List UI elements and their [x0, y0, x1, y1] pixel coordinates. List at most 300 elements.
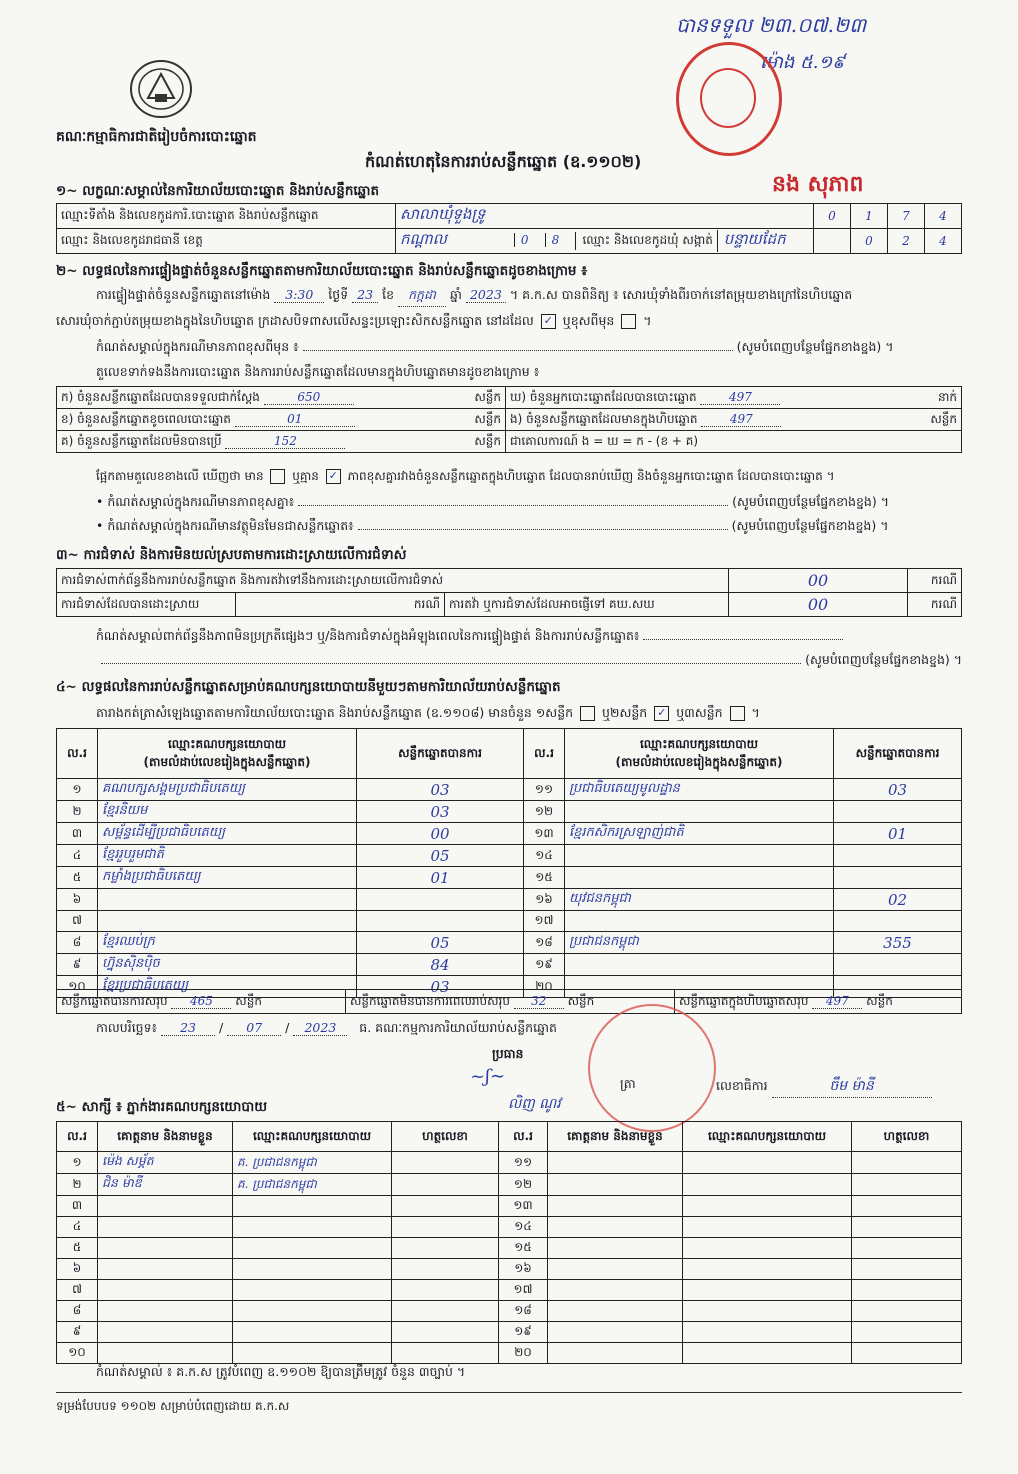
witness-party: [233, 1280, 392, 1301]
s1-province: កណ្ដាល: [400, 230, 447, 248]
s3-row2-label: ការជំទាស់ដែលបានដោះស្រាយ: [57, 593, 236, 617]
party-no: ១៥: [524, 867, 565, 889]
s4-red-seal: [588, 1004, 716, 1132]
party-votes: 84: [357, 954, 524, 976]
two-sheets-checkbox[interactable]: ✓: [654, 706, 669, 721]
witness-name: [548, 1343, 683, 1364]
s2-p1-b: ថ្ងៃទី: [328, 287, 349, 302]
party-name: យុវជនកម្ពុជា: [565, 889, 834, 911]
party-votes: 355: [834, 932, 962, 954]
footer-text: ទម្រង់បែបបទ ១១០២ សម្រាប់បំពេញដោយ គ.ក.ស: [56, 1399, 290, 1413]
witness-no: ១៣: [499, 1196, 548, 1217]
s3-note-label: កំណត់សម្គាល់ពាក់ព័ន្ធនឹងភាពមិនប្រក្រតីផ្សេងៗ ឬ/និងការជំទាស់ក្នុងអំឡុងពេលនៃការផ្ទៀងផ្ទាត់ និងការរាប់សន្លឹកឆ្នោត៖: [96, 628, 640, 643]
table-row: [57, 1259, 962, 1280]
s4-secretary-name: ចឹម ម៉ានី: [772, 1076, 932, 1098]
kha-unit: សន្លឹក: [474, 411, 501, 426]
s4-col-party-left-sub: (តាមលំដាប់លេខរៀងក្នុងសន្លឹកឆ្នោត): [143, 754, 311, 769]
s5-col-party-left: ឈ្មោះគណបក្សនយោបាយ: [233, 1122, 392, 1152]
s4-chair-label: ប្រធាន: [492, 1046, 524, 1061]
red-stamp-inner: [700, 68, 756, 128]
s3-row2-unit2: ករណី: [908, 593, 962, 617]
witness-no: ៤: [57, 1217, 98, 1238]
s2-p1-or: ឬខុសពីមុន: [562, 313, 615, 328]
s4-date-year: 2023: [293, 1020, 347, 1036]
ka-label: ក) ចំនួនសន្លឹកឆ្នោតដែលបានទទួលជាក់ស្តែង: [61, 389, 260, 404]
party-no: ១៦: [524, 889, 565, 911]
table-row: [57, 1238, 962, 1259]
table-row: [57, 823, 962, 845]
party-no: ១៩: [524, 954, 565, 976]
witness-signature: [852, 1259, 962, 1280]
s1-commune-label: ឈ្មោះ និងលេខកូដឃុំ សង្កាត់: [575, 232, 712, 250]
s1-commune-code-3: 4: [925, 229, 962, 254]
bullet2: • កំណត់សម្គាល់ក្នុងករណីមានវត្ថុមិនមែនជាសន្លឹកឆ្នោត៖: [96, 518, 354, 533]
witness-name: [98, 1343, 233, 1364]
party-name: [565, 867, 834, 889]
s4-date-label: កាលបរិច្ឆេទ៖: [96, 1020, 158, 1035]
party-name: ខ្មែរនិយម: [98, 801, 357, 823]
witness-signature: [852, 1343, 962, 1364]
s1-row2-code-empty: [814, 229, 851, 254]
ngo-label: ង) ចំនួនសន្លឹកឆ្នោតដែលមានក្នុងហិបឆ្នោត: [510, 411, 698, 426]
ka-value: 650: [264, 390, 354, 405]
s3-row2-label2: ការតវ៉ា ឬការជំទាស់ដែលអាចផ្ញើទៅ គឃ.សឃ: [445, 593, 729, 617]
s4-total-invalid: 32: [514, 994, 564, 1009]
witness-no: ២០: [499, 1343, 548, 1364]
s3-table: [56, 568, 962, 617]
s1-province-code-2: 8: [545, 233, 572, 247]
witness-signature: [392, 1217, 499, 1238]
party-name: [565, 801, 834, 823]
witness-signature: [852, 1217, 962, 1238]
one-sheet-checkbox[interactable]: [580, 706, 595, 721]
table-row: [57, 1196, 962, 1217]
s4-date-line: កាលបរិច្ឆេទ៖ 23 / 07 / 2023 ធ. គណៈកម្មការការិយាល័យរាប់សន្លឹកឆ្នោត: [96, 1020, 557, 1035]
s1-row1-code-1: 0: [814, 204, 851, 229]
party-name: សម្ព័ន្ធដើម្បីប្រជាធិបតេយ្យ: [98, 823, 357, 845]
s2-row-ngo: [506, 409, 962, 431]
s2-note-line: [96, 339, 962, 358]
s5-col-no-right: ល.រ: [499, 1122, 548, 1152]
s2-fill-hint: (សូមបំពេញបន្ថែមផ្នែកខាងខ្នង) ។: [736, 339, 894, 354]
bullet1: • កំណត់សម្គាល់ក្នុងករណីមានភាពខុសគ្នា៖: [96, 494, 295, 509]
party-no: ១៤: [524, 845, 565, 867]
s4-total-invalid-label: សន្លឹកឆ្នោតមិនបានការពេលរាប់សរុប: [350, 993, 510, 1008]
witness-no: ១៩: [499, 1322, 548, 1343]
s4-seal-label: ត្រា: [620, 1076, 636, 1091]
witness-no: ១៥: [499, 1238, 548, 1259]
bullet2-hint: (សូមបំពេញបន្ថែមផ្នែកខាងខ្នង) ។: [731, 518, 889, 533]
table-row: [57, 911, 962, 932]
witness-no: ២: [57, 1174, 98, 1196]
s4-chair-signature: ~ʃ∼: [470, 1066, 506, 1087]
s2-p1-c: ខែ: [382, 287, 395, 302]
witness-name: ម៉េង សម្ភ័ត: [98, 1152, 233, 1174]
section1-heading: ១~ លក្ខណៈសម្គាល់នៃការិយាល័យបោះឆ្នោត និងរាប់សន្លឹកឆ្នោត: [56, 183, 380, 199]
section3-heading: ៣~ ការជំទាស់ និងការមិនយល់ស្របតាមការដោះស្រាយលើការជំទាស់: [56, 547, 407, 563]
witness-signature: [852, 1196, 962, 1217]
witness-no: ៩: [57, 1322, 98, 1343]
witness-party: [233, 1301, 392, 1322]
party-no: ៤: [57, 845, 98, 867]
party-no: ២: [57, 801, 98, 823]
ngo-unit: សន្លឹក: [930, 411, 957, 426]
witness-name: [98, 1238, 233, 1259]
party-name: ហ្វ៊ុនស៊ិនប៉ិច: [98, 954, 357, 976]
witness-name: [548, 1196, 683, 1217]
s4-date-month: 07: [227, 1020, 281, 1036]
has-difference-checkbox[interactable]: [270, 469, 285, 484]
s2-formula: ជាគោលការណ៍ ង = ឃ = ក - (ខ + គ): [506, 431, 962, 453]
s2-bullet2-line: [96, 518, 962, 537]
received-note: បានទទួល ២៣.០៧.២៣: [676, 13, 867, 37]
table-row: [57, 1152, 962, 1174]
s2-p1-a: ការផ្ទៀងផ្ទាត់ចំនួនសន្លឹកឆ្នោតនៅម៉ោង: [96, 287, 271, 302]
witness-signature: [392, 1174, 499, 1196]
s4-secretary-label: លេខាធិការ: [716, 1078, 768, 1093]
s4-total-box-unit: សន្លឹក: [866, 993, 893, 1008]
witness-signature: [852, 1280, 962, 1301]
s1-province-code-1: 0: [514, 233, 541, 247]
s5-footnote: កំណត់សម្គាល់ ៖ គ.ក.ស ត្រូវបំពេញ ឧ.១១០២ ឱ្យបានត្រឹមត្រូវ ចំនួន ៣ច្បាប់ ។: [96, 1364, 466, 1379]
s4-total-box-cell: [675, 990, 962, 1014]
compare-or: ឬគ្មាន: [292, 469, 319, 483]
party-name: ខ្មែរកសិករស្រឡាញ់ជាតិ: [565, 823, 834, 845]
party-name: ប្រជាជនកម្ពុជា: [565, 932, 834, 954]
party-votes: [357, 911, 524, 932]
s4-intro: តារាងកត់ត្រាសំឡេងឆ្នោតតាមការិយាល័យបោះឆ្នោត និងរាប់សន្លឹកឆ្នោត (ឧ.១១០៨) មានចំនួន ១សន្លឹក: [96, 705, 574, 720]
s5-col-sign-left: ហត្ថលេខា: [392, 1122, 499, 1152]
witness-signature: [392, 1301, 499, 1322]
s2-p1-d: ឆ្នាំ: [449, 287, 462, 302]
s4-col-party-left: [98, 729, 357, 779]
s1-commune-code-2: 2: [888, 229, 925, 254]
witness-signature: [852, 1238, 962, 1259]
s4-col-votes-right: សន្លឹកឆ្នោតបានការ: [834, 729, 962, 779]
witness-party: [683, 1174, 852, 1196]
party-no: ២០: [524, 976, 565, 998]
s2-p1-month: កក្កដា: [398, 287, 446, 307]
witness-no: ១២: [499, 1174, 548, 1196]
table-row: [57, 867, 962, 889]
witness-party: [683, 1301, 852, 1322]
s3-note: [96, 628, 962, 647]
table-row: [57, 889, 962, 911]
party-no: ១៨: [524, 932, 565, 954]
witness-party: គ. ប្រជាជនកម្ពុជា: [233, 1152, 392, 1174]
form-title: កំណត់ហេតុនៃការរាប់សន្លឹកឆ្នោត (ឧ.១១០២): [365, 152, 642, 171]
s2-bullet1-line: [96, 494, 962, 513]
witness-party: [233, 1238, 392, 1259]
s2-paragraph-line2: សោរឃុំចាក់ភ្ជាប់តម្រុយខាងក្នុងនៃហិបឆ្នោត ក្រដាសបិទពាសលើសន្ទះប្រឡោះសិកសន្លឹកឆ្នោត នៅដដែល ✓ ឬខុសពីមុន ។: [56, 313, 652, 328]
three-sheets-checkbox[interactable]: [730, 706, 745, 721]
s1-row2-label: ឈ្មោះ និងលេខកូដរាជធានី ខេត្ត: [57, 229, 396, 254]
party-no: ១១: [524, 779, 565, 801]
s1-commune: បន្ទាយដែក: [717, 230, 786, 252]
s2-row-kho: [506, 387, 962, 409]
witness-party: [233, 1259, 392, 1280]
ko-unit: សន្លឹក: [474, 433, 501, 448]
party-name: [565, 911, 834, 932]
witness-signature: [852, 1322, 962, 1343]
s1-commune-code-1: 0: [851, 229, 888, 254]
party-name: [98, 889, 357, 911]
witness-name: [548, 1174, 683, 1196]
witness-party: គ. ប្រជាជនកម្ពុជា: [233, 1174, 392, 1196]
committee-label: គណៈកម្មាធិការជាតិរៀបចំការបោះឆ្នោត: [56, 129, 257, 145]
witness-name: [548, 1217, 683, 1238]
witness-party: [683, 1280, 852, 1301]
same-checkbox[interactable]: ✓: [541, 314, 556, 329]
witness-signature: [852, 1301, 962, 1322]
witness-no: ១៤: [499, 1217, 548, 1238]
no-difference-checkbox[interactable]: ✓: [326, 469, 341, 484]
party-name: ប្រជាធិបតេយ្យមូលដ្ឋាន: [565, 779, 834, 801]
s5-witness-table: [56, 1121, 962, 1364]
witness-no: ៧: [57, 1280, 98, 1301]
party-votes: 05: [357, 845, 524, 867]
s4-col-party-right-sub: (តាមលំដាប់លេខរៀងក្នុងសន្លឹកឆ្នោត): [615, 754, 783, 769]
party-votes: 00: [357, 823, 524, 845]
section5-heading: ៥~ សាក្សី ៖ ភ្នាក់ងារគណបក្សនយោបាយ: [56, 1099, 268, 1115]
witness-party: [233, 1217, 392, 1238]
witness-no: ១: [57, 1152, 98, 1174]
witness-name: [548, 1152, 683, 1174]
witness-no: ៣: [57, 1196, 98, 1217]
table-row: [57, 779, 962, 801]
witness-signature: [852, 1152, 962, 1174]
s4-chair-name: លិញ ណូវ: [508, 1096, 561, 1112]
witness-name: [98, 1322, 233, 1343]
different-checkbox[interactable]: [621, 314, 636, 329]
witness-signature: [392, 1343, 499, 1364]
witness-party: [233, 1196, 392, 1217]
witness-name: [98, 1301, 233, 1322]
s2-p1-time: 3:30: [274, 287, 324, 303]
party-name: គណបក្សសង្គមប្រជាធិបតេយ្យ: [98, 779, 357, 801]
s1-row1-value: សាលាឃុំទួងទ្រូ: [396, 204, 814, 229]
witness-no: ១៨: [499, 1301, 548, 1322]
table-row: [57, 1322, 962, 1343]
party-name: [565, 954, 834, 976]
kho-value: 497: [700, 390, 780, 405]
witness-no: ៥: [57, 1238, 98, 1259]
party-votes: 03: [357, 779, 524, 801]
s4-total-valid-cell: [57, 990, 346, 1014]
party-votes: [834, 845, 962, 867]
kho-unit: នាក់: [937, 389, 957, 404]
party-votes: [834, 911, 962, 932]
party-votes: [834, 954, 962, 976]
party-no: ១: [57, 779, 98, 801]
ko-label: គ) ចំនួនសន្លឹកឆ្នោតដែលមិនបានប្រើ: [61, 433, 222, 448]
party-votes: 02: [834, 889, 962, 911]
witness-no: ៨: [57, 1301, 98, 1322]
party-votes: 03: [834, 779, 962, 801]
table-row: [57, 1217, 962, 1238]
witness-name: [548, 1322, 683, 1343]
table-row: [57, 1343, 962, 1364]
ko-value: 152: [225, 434, 345, 449]
s1-row1-code-4: 4: [925, 204, 962, 229]
witness-party: [683, 1217, 852, 1238]
witness-name: [98, 1280, 233, 1301]
witness-no: ១០: [57, 1343, 98, 1364]
witness-signature: [392, 1152, 499, 1174]
s4-total-box: 497: [812, 994, 862, 1009]
s4-col-no-right: ល.រ: [524, 729, 565, 779]
nec-logo: [128, 58, 194, 120]
s3-row1-unit: ករណី: [908, 569, 962, 593]
s2-note-label: កំណត់សម្គាល់ក្នុងករណីមានភាពខុសពីមុន ៖: [96, 339, 299, 354]
s3-row2-unit: ករណី: [236, 593, 445, 617]
s5-col-name-left: គោត្តនាម និងនាមខ្លួន: [98, 1122, 233, 1152]
witness-signature: [392, 1322, 499, 1343]
s2-row-ka: [57, 387, 506, 409]
witness-signature: [392, 1196, 499, 1217]
witness-party: [683, 1196, 852, 1217]
table-row: [57, 932, 962, 954]
witness-no: ៦: [57, 1259, 98, 1280]
section1-table: [56, 203, 962, 254]
s5-witness-body: [57, 1152, 962, 1364]
bullet1-hint: (សូមបំពេញបន្ថែមផ្នែកខាងខ្នង) ។: [732, 494, 889, 509]
received-time: ម៉ោង ៥.១៩: [760, 52, 845, 73]
s1-row1-code-2: 1: [851, 204, 888, 229]
compare-text: ផ្អែកតាមតួលេខខាងលើ ឃើញថា មាន: [96, 469, 264, 483]
table-row: [57, 954, 962, 976]
s2-p1-e: ។ គ.ក.ស បានពិនិត្យ ៖ សោរ​ឃុំទាំងពីរចាក់នៅតម្រុយខាងក្រៅនៃហិបឆ្នោត: [509, 287, 853, 302]
s2-p1-day: 23: [352, 287, 378, 303]
table-row: [57, 845, 962, 867]
s3-row1-value: 00: [729, 569, 908, 593]
section4-heading: ៤~ លទ្ធផលនៃការរាប់សន្លឹកឆ្នោតសម្រាប់គណបក្សនយោបាយនីមួយៗតាមការិយាល័យរាប់សន្លឹកឆ្នោត: [56, 679, 561, 695]
party-votes: 03: [357, 801, 524, 823]
witness-name: [98, 1217, 233, 1238]
s4-col-party-right: [565, 729, 834, 779]
witness-party: [683, 1343, 852, 1364]
s2-p1-line2: សោរឃុំចាក់ភ្ជាប់តម្រុយខាងក្នុងនៃហិបឆ្នោត ក្រដាសបិទពាសលើសន្ទះប្រឡោះសិកសន្លឹកឆ្នោត នៅដដែល: [56, 313, 534, 328]
witness-no: ១៦: [499, 1259, 548, 1280]
s2-compare-line: [96, 468, 835, 486]
s5-col-no-left: ល.រ: [57, 1122, 98, 1152]
party-no: ៨: [57, 932, 98, 954]
s4-secretary-line: [716, 1076, 932, 1098]
s4-intro-or2: ឬ២សន្លឹក: [602, 705, 648, 720]
party-votes: [834, 867, 962, 889]
kha-value: 01: [235, 412, 355, 427]
s4-total-box-label: សន្លឹកឆ្នោតក្នុងហិបឆ្នោតសរុប: [679, 993, 809, 1008]
party-name: កម្លាំងប្រជាធិបតេយ្យ: [98, 867, 357, 889]
s4-total-valid-label: សន្លឹកឆ្នោតបានការសរុប: [61, 993, 168, 1008]
s5-col-name-right: គោត្តនាម និងនាមខ្លួន: [548, 1122, 683, 1152]
s4-total-valid-unit: សន្លឹក: [235, 993, 262, 1008]
table-row: [57, 801, 962, 823]
table-row: [57, 1174, 962, 1196]
witness-no: ១១: [499, 1152, 548, 1174]
witness-signature: [852, 1174, 962, 1196]
s5-col-party-right: ឈ្មោះគណបក្សនយោបាយ: [683, 1122, 852, 1152]
s4-date-day: 23: [161, 1020, 215, 1036]
s2-row-kha: [57, 409, 506, 431]
handwritten-name: នង សុភាព: [772, 171, 864, 197]
s1-row2-cells: [396, 229, 814, 254]
s4-col-party-right-title: ឈ្មោះគណបក្សនយោបាយ: [639, 736, 759, 751]
party-name: [565, 845, 834, 867]
witness-signature: [392, 1259, 499, 1280]
s2-row-ko: [57, 431, 506, 453]
s4-totals-table: [56, 989, 962, 1014]
s4-total-invalid-unit: សន្លឹក: [567, 993, 595, 1008]
party-name: ខ្មែរប្រជាធិបតេយ្យ: [98, 976, 357, 998]
witness-no: ១៧: [499, 1280, 548, 1301]
party-no: ១២: [524, 801, 565, 823]
s4-col-no-left: ល.រ: [57, 729, 98, 779]
witness-signature: [392, 1280, 499, 1301]
s3-row2-value: 00: [729, 593, 908, 617]
s2-numbers-table: [56, 386, 962, 453]
kho-label: ឃ) ចំនួនអ្នកបោះឆ្នោតដែលបានបោះឆ្នោត: [510, 389, 697, 404]
s5-col-sign-right: ហត្ថលេខា: [852, 1122, 962, 1152]
witness-signature: [392, 1238, 499, 1259]
party-name: ខ្មែរឈប់ក្រ: [98, 932, 357, 954]
s3-note-line2: [56, 652, 962, 671]
witness-party: [683, 1152, 852, 1174]
party-no: ១៣: [524, 823, 565, 845]
witness-name: [548, 1259, 683, 1280]
s3-fill-hint: (សូមបំពេញបន្ថែមផ្នែកខាងខ្នង) ។: [805, 652, 962, 667]
section2-heading: ២~ លទ្ធផលនៃការផ្ទៀងផ្ទាត់ចំនួនសន្លឹកឆ្នោតតាមការិយាល័យបោះឆ្នោត និងរាប់សន្លឹកឆ្នោតដូចខាងក្រោម ៖: [56, 263, 588, 279]
witness-name: [98, 1259, 233, 1280]
witness-name: [548, 1238, 683, 1259]
party-no: ១៧: [524, 911, 565, 932]
party-votes: [834, 801, 962, 823]
party-name: ខ្មែររួបរួមជាតិ: [98, 845, 357, 867]
s2-numbers-intro: តួលេខទាក់ទងនឹងការបោះឆ្នោត និងការរាប់សន្លឹកឆ្នោតដែលមានក្នុងហិបឆ្នោតមានដូចខាងក្រោម ៖: [96, 364, 540, 379]
s4-intro-line: តារាងកត់ត្រាសំឡេងឆ្នោតតាមការិយាល័យបោះឆ្នោត និងរាប់សន្លឹកឆ្នោត (ឧ.១១០៨) មានចំនួន ១សន្លឹក ឬ២សន្លឹក ✓ ឬ៣សន្លឹក ។: [96, 705, 760, 720]
party-votes: 05: [357, 932, 524, 954]
s4-intro-or3: ឬ៣សន្លឹក: [676, 705, 723, 720]
witness-party: [683, 1238, 852, 1259]
s3-row1-label: ការជំទាស់ពាក់ព័ន្ធនឹងការរាប់សន្លឹកឆ្នោត និងការតវ៉ាទៅនឹងការដោះស្រាយលើការជំទាស់: [57, 569, 729, 593]
ka-unit: សន្លឹក: [474, 389, 501, 404]
party-votes: [357, 889, 524, 911]
party-no: ៦: [57, 889, 98, 911]
ngo-value: 497: [701, 412, 781, 427]
s1-row1-label: ឈ្មោះទីតាំង និងលេខកូដការិ.បោះឆ្នោត និងរាប់សន្លឹកឆ្នោត: [57, 204, 396, 229]
s2-p1-year: 2023: [466, 287, 506, 303]
witness-name: [548, 1280, 683, 1301]
footer-rule: [56, 1392, 962, 1393]
witness-party: [233, 1322, 392, 1343]
compare-rest: ភាពខុសគ្នារវាងចំនួនសន្លឹកឆ្នោតក្នុងហិបឆ្នោត ដែលបានរាប់ឃើញ និងចំនួនអ្នកបោះឆ្នោត ដែលបានបោះឆ្នោត ។: [347, 469, 835, 483]
party-votes: 03: [357, 976, 524, 998]
party-votes: 01: [357, 867, 524, 889]
s4-results-table: [56, 728, 962, 998]
s2-paragraph-line1: [96, 287, 962, 307]
witness-party: [233, 1343, 392, 1364]
party-no: ៩: [57, 954, 98, 976]
s4-total-valid: 465: [171, 994, 231, 1009]
party-votes: 01: [834, 823, 962, 845]
s4-col-votes-left: សន្លឹកឆ្នោតបានការ: [357, 729, 524, 779]
table-row: [57, 1280, 962, 1301]
party-no: ៣: [57, 823, 98, 845]
s4-col-party-left-title: ឈ្មោះគណបក្សនយោបាយ: [167, 736, 287, 751]
party-no: ៥: [57, 867, 98, 889]
s4-sign-org: ធ. គណៈកម្មការការិយាល័យរាប់សន្លឹកឆ្នោត: [359, 1020, 557, 1035]
party-no: ៧: [57, 911, 98, 932]
